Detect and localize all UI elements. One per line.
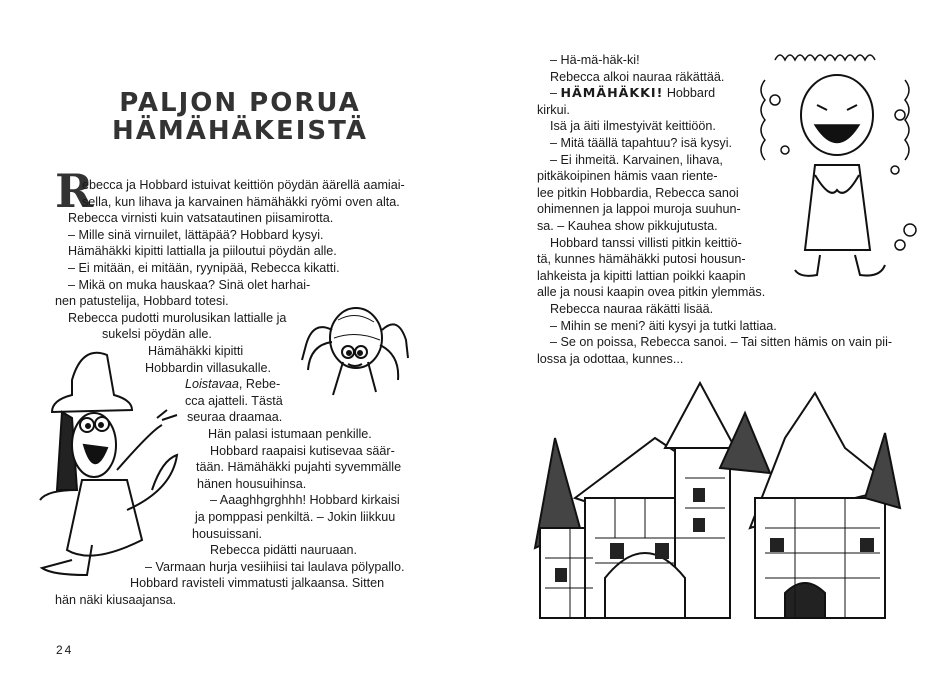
spider-illustration bbox=[298, 300, 413, 400]
dash: – bbox=[550, 86, 561, 101]
text-line bbox=[550, 85, 715, 101]
castle-illustration bbox=[515, 378, 910, 643]
drop-cap: R bbox=[55, 164, 94, 218]
text-line: sa. – Kauhea show pikkujutusta. bbox=[537, 219, 718, 233]
text-line: – Ei mitään, ei mitään, ryynipää, Rebecca kikatti. bbox=[68, 261, 340, 275]
chapter-title-line-2: HÄMÄHÄKEISTÄ bbox=[112, 116, 368, 146]
text-line: lee pitkin Hobbardia, Rebecca sanoi bbox=[537, 185, 739, 200]
text-line: – Mitä täällä tapahtuu? isä kysyi. bbox=[550, 136, 733, 150]
shout-text: HÄMÄHÄKKI! bbox=[560, 85, 664, 101]
text-line: ja pomppasi penkiltä. – Jokin liikkuu bbox=[195, 510, 396, 524]
text-line: pitkäkoipinen hämis vaan riente- bbox=[537, 169, 718, 184]
text-line: – Varmaan hurja vesiihiisi tai laulava pölypallo. bbox=[145, 559, 405, 574]
text-line: Hobbardin villasukalle. bbox=[145, 360, 272, 375]
text-line: tä, kunnes hämähäkki putosi housun- bbox=[537, 252, 746, 267]
text-line: cca ajatteli. Tästä bbox=[185, 393, 283, 408]
text-line: hänen housuihinsa. bbox=[197, 476, 307, 491]
chapter-title-line-1: PALJON PORUA bbox=[119, 88, 361, 118]
text-line: sukelsi pöydän alle. bbox=[102, 327, 212, 342]
page-number: 24 bbox=[56, 643, 74, 657]
text-line: ebecca ja Hobbard istuivat keittiön pöydän äärellä aamiai- bbox=[82, 178, 405, 192]
text-line: Hobbard ravisteli vimmatusti jalkaansa. Sitten bbox=[130, 576, 385, 591]
text-line: sella, kun lihava ja karvainen hämähäkki ryömi oven alta. bbox=[82, 194, 400, 209]
text-line: kirkui. bbox=[537, 102, 570, 117]
hobbard-illustration bbox=[32, 340, 192, 585]
text-line: housuissani. bbox=[192, 526, 263, 541]
text-line: Hobbard tanssi villisti pitkin keittiö- bbox=[550, 235, 742, 250]
text-line: lahkeista ja kipitti lattian poikki kaapin bbox=[537, 268, 746, 283]
italic-word: Loistavaa bbox=[185, 377, 239, 392]
text-line: – Mille sinä virnuilet, lättäpää? Hobbard kysyi. bbox=[68, 227, 324, 242]
text-line: – Ei ihmeitä. Karvainen, lihava, bbox=[550, 152, 723, 167]
text-line: Rebecca alkoi nauraa räkättää. bbox=[550, 69, 725, 84]
text-line: – Mikä on muka hauskaa? Sinä olet harhai- bbox=[68, 277, 311, 292]
text-line: seuraa draamaa. bbox=[187, 410, 283, 425]
text-line: nen patustelija, Hobbard totesi. bbox=[55, 294, 229, 309]
text-line: Rebecca virnisti kuin vatsatautinen piisamirotta. bbox=[68, 211, 334, 226]
text-line: Isä ja äiti ilmestyivät keittiöön. bbox=[550, 119, 716, 134]
text-line: Hämähäkki kipitti lattialla ja piiloutui pöydän alle. bbox=[68, 244, 337, 259]
text-line: Rebecca nauraa räkätti lisää. bbox=[550, 302, 714, 316]
text-line: – Mihin se meni? äiti kysyi ja tutki lattiaa. bbox=[550, 318, 777, 333]
text-line: Rebecca pidätti nauruaan. bbox=[210, 543, 358, 558]
text-line: alle ja nousi kaapin ovea pitkin ylemmäs. bbox=[537, 285, 766, 300]
text-line: lossa ja odottaa, kunnes... bbox=[537, 351, 684, 366]
text-line bbox=[185, 376, 280, 392]
text-line: Hobbard raapaisi kutisevaa säär- bbox=[210, 443, 395, 458]
text-line: – Se on poissa, Rebecca sanoi. – Tai sitten hämis on vain pii- bbox=[550, 335, 893, 350]
text-line: Hän palasi istumaan penkille. bbox=[208, 427, 372, 441]
text-line: hän näki kiusaajansa. bbox=[55, 593, 177, 607]
text-line: Rebecca pudotti murolusikan lattialle ja bbox=[68, 310, 287, 325]
text-line-rest: Hobbard bbox=[663, 86, 716, 101]
text-line: ohimennen ja lappoi muroja suuhun- bbox=[537, 202, 741, 217]
rebecca-illustration bbox=[755, 40, 925, 285]
text-line: tään. Hämähäkki pujahti syvemmälle bbox=[196, 460, 402, 475]
text-line: – Hä-mä-häk-ki! bbox=[550, 53, 640, 67]
text-line: – Aaaghhgrghhh! Hobbard kirkaisi bbox=[210, 493, 400, 508]
text-line: Hämähäkki kipitti bbox=[148, 344, 244, 358]
text-line-rest: , Rebe- bbox=[238, 377, 281, 392]
